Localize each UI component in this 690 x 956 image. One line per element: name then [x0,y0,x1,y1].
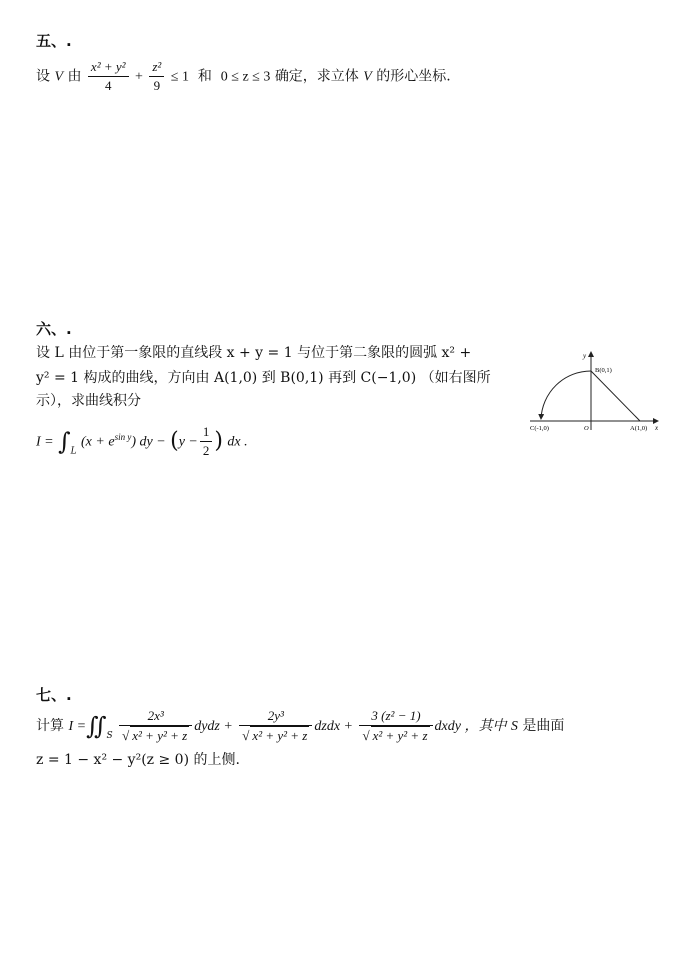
fraction-numerator: x² + y² [88,58,129,77]
text: 设 [36,68,50,85]
text: 确定，求立体 [274,68,359,85]
double-integral-sign: ∬ [86,712,107,740]
math-op: + [134,69,143,85]
math-expr: dzdx + [314,719,353,734]
fraction-numerator: 3 (z² − 1) [359,707,432,726]
text: 的形心坐标. [376,68,451,85]
segment-ab [591,371,640,421]
fraction-numerator: 2y³ [239,707,312,726]
fraction-denominator: x² + y² + z [132,728,188,743]
math-expr: I = [68,719,87,734]
math-expr: y − [178,434,198,450]
fraction-denominator: x² + y² + z [252,728,308,743]
section-6-integral [36,420,248,469]
math-expr: dx . [227,434,248,450]
section-5-problem [36,58,451,95]
fraction: $\frac{\text{2y³}}{\text{√ x² + y² + z}}$ [239,707,312,745]
section-6-heading: 六、. [36,320,72,338]
integral-subscript: L [70,446,77,457]
fraction-denominator: 4 [104,78,112,93]
math-expr: I = [36,434,54,450]
fraction-numerator: z² [149,58,164,77]
section-5-heading: 五、. [36,32,72,50]
curve-diagram [528,348,663,438]
fraction-denominator: x² + y² + z [372,728,428,743]
fraction [149,58,164,95]
section-6-line-1: 设 L 由位于第一象限的直线段 x + y = 1 与位于第二象限的圆弧 x² + [36,345,472,361]
math-var: V [54,69,64,85]
fraction-numerator: 1 [200,423,213,442]
section-6-line-2: y² = 1 构成的曲线，方向由 A(1,0) 到 B(0,1) 再到 C(−1,0) （如右图所 [36,370,491,386]
math-expr: dxdy ，其中 [434,719,507,734]
arc-bc [541,371,591,419]
section-7-line-2: z = 1 − x² − y²(z ≥ 0) 的上侧. [36,752,240,768]
label-o: O [584,425,589,432]
text: 是曲面 [522,718,565,734]
left-paren: ( [170,428,179,454]
right-paren: ) [214,428,223,454]
math-var: V [363,69,372,85]
math-expr: ) dy − [131,434,166,450]
text: 由 [67,68,82,85]
text: 计算 [36,718,64,734]
label-c: C(-1,0) [530,425,549,432]
fraction: $\frac{\text{2x³}}{\text{√ x² + y² + z}}$ [119,707,192,745]
section-7-integral [36,706,564,756]
label-b: B(0,1) [595,367,612,374]
math-exponent: sin y [114,432,132,442]
section-7-heading: 七、. [36,686,72,704]
label-x: x [655,424,659,432]
section-6-line-3: 示），求曲线积分 [36,393,141,409]
fraction [88,58,129,95]
fraction: $\frac{\text{3 (z² − 1)}}{\text{√ x² + y² + z}}$ [359,707,432,745]
fraction-denominator: 9 [153,78,161,93]
fraction-numerator: 2x³ [119,707,192,726]
fraction [200,423,213,460]
fraction-denominator: 2 [202,443,210,459]
math-expr: 0 ≤ z ≤ 3 [220,69,271,85]
label-a: A(1,0) [630,425,648,432]
integral-sign: ∫ [58,427,71,456]
math-expr: dydz + [194,719,233,734]
label-y: y [583,352,587,360]
integral-subscript: S [106,731,113,741]
text: 和 [197,68,212,85]
math-var: S [510,719,518,734]
math-expr: (x + e [81,434,115,450]
math-expr: ≤ 1 [170,69,189,85]
